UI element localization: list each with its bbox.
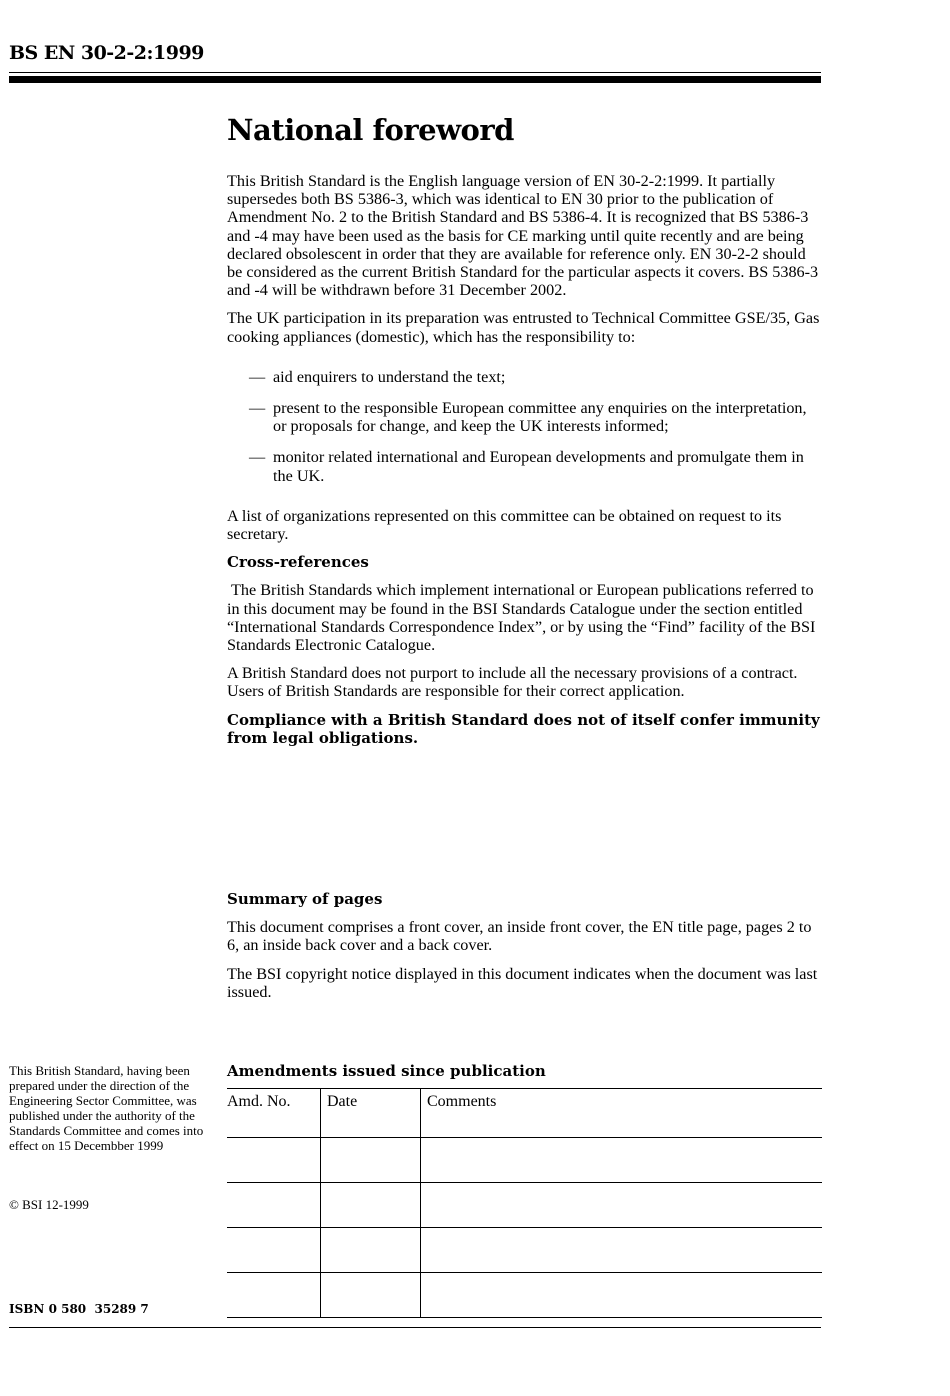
table-cell [227, 1228, 321, 1273]
table-row [227, 1138, 822, 1183]
table-row [227, 1228, 822, 1273]
table-cell [227, 1273, 321, 1318]
contract-paragraph: A British Standard does not purport to include all the necessary provisions of a contract. Users of British Standards are responsible for their correct application. [227, 664, 798, 701]
standard-id: BS EN 30-2-2:1999 [9, 42, 204, 64]
main-content [227, 112, 822, 757]
table-cell [421, 1183, 823, 1228]
dash-marker: — [249, 399, 266, 418]
header-rule-thin [9, 72, 821, 73]
responsibility-list [227, 368, 822, 485]
table-cell [321, 1228, 421, 1273]
compliance-statement: Compliance with a British Standard does not of itself confer immunity from legal obligations. [227, 710, 820, 747]
list-item-text: present to the responsible European committee any enquiries on the interpretation, or proposals for change, and keep the UK interests informed; [273, 399, 807, 436]
footer-rule [9, 1327, 821, 1328]
list-item-text: aid enquirers to understand the text; [273, 367, 506, 386]
crossref-paragraph: The British Standards which implement international or European publications referred to in this document may be found in the BSI Standards Catalogue under the section entitled “International Standards Correspondence Index”, or by using the “Find” facility of the BSI Standards Electronic Catalogue. [227, 581, 820, 655]
crossref-heading: Cross-references [227, 553, 369, 572]
list-item [227, 368, 822, 386]
column-header-amd-no: Amd. No. [227, 1089, 321, 1138]
page-title: National foreword [227, 113, 514, 147]
table-cell [421, 1273, 823, 1318]
table-cell [321, 1183, 421, 1228]
header-rule-thick [9, 76, 821, 83]
table-cell [227, 1138, 321, 1183]
table-cell [321, 1273, 421, 1318]
copyright-notice-text: The BSI copyright notice displayed in this document indicates when the document was last issued. [227, 964, 818, 1001]
dash-marker: — [249, 367, 266, 386]
committee-paragraph: The UK participation in its preparation was entrusted to Technical Committee GSE/35, Gas cooking appliances (domestic), which has the responsibility to: [227, 309, 820, 346]
isbn: ISBN 0 580 35289 7 [9, 1302, 149, 1316]
table-row [227, 1273, 822, 1318]
table-row [227, 1183, 822, 1228]
publication-note: This British Standard, having been prepared under the direction of the Engineering Sector Committee, was published under the authority of the Standards Committee and comes into effect on 15 Decembber 1999 [9, 1063, 204, 1153]
intro-paragraph: This British Standard is the English language version of EN 30-2-2:1999. It partially supersedes both BS 5386-3, which was identical to EN 30 prior to the publication of Amendment No. 2 to the British Standard and BS 5386-4. It is recognized that BS 5386-3 and -4 may have been used as the basis for CE marking until quite recently and are being declared obsolescent in order that they are available for reference only. EN 30-2-2 should be considered as the current British Standard for the particular aspects it covers. BS 5386-3 and -4 will be withdrawn before 31 December 2002. [227, 172, 819, 300]
amendments-title: Amendments issued since publication [227, 1062, 546, 1080]
column-header-date: Date [321, 1089, 421, 1138]
table-cell [421, 1228, 823, 1273]
amendments-table [227, 1088, 822, 1318]
list-item [227, 399, 822, 435]
list-item [227, 448, 822, 484]
table-cell [321, 1138, 421, 1183]
organizations-paragraph: A list of organizations represented on this committee can be obtained on request to its secretary. [227, 506, 782, 544]
summary-heading: Summary of pages [227, 890, 383, 908]
copyright: © BSI 12-1999 [9, 1197, 89, 1212]
dash-marker: — [249, 448, 266, 467]
summary-text: This document comprises a front cover, an inside front cover, the EN title page, pages 2 to 6, an inside back cover and a back cover. [227, 918, 812, 955]
list-item-text: monitor related international and European developments and promulgate them in the UK. [273, 448, 804, 485]
table-cell [421, 1138, 823, 1183]
summary-section [227, 890, 822, 1011]
table-cell [227, 1183, 321, 1228]
column-header-comments: Comments [421, 1089, 823, 1138]
table-header-row [227, 1089, 822, 1138]
